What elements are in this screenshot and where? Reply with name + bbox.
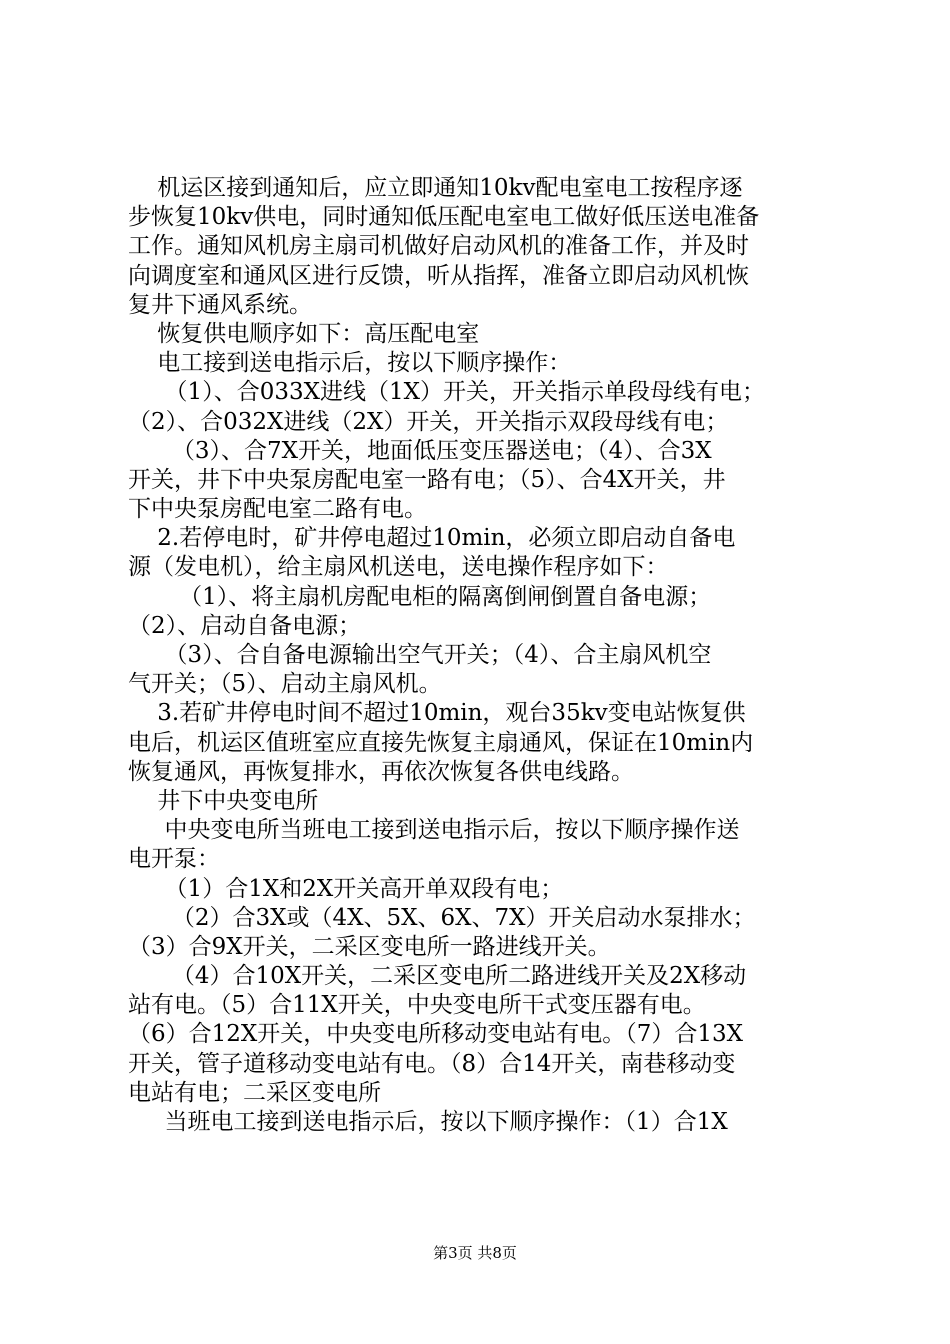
text-line: （2）、启动自备电源；: [128, 612, 362, 639]
text-line: 复井下通风系统。: [128, 291, 312, 318]
text-line: 恢复供电顺序如下：高压配电室: [128, 320, 480, 347]
text-line: 开关，井下中央泵房配电室一路有电；（5）、合4X开关，井: [128, 466, 726, 493]
text-line: 电开泵：: [128, 846, 220, 873]
text-line: 中央变电所当班电工接到送电指示后，按以下顺序操作送: [128, 817, 740, 844]
text-line: 3.若矿井停电时间不超过10min，观台35kv变电站恢复供: [128, 700, 746, 727]
text-line: （1）、将主扇机房配电柜的隔离倒闸倒置自备电源；: [128, 583, 712, 610]
text-line: 下中央泵房配电室二路有电。: [128, 496, 427, 523]
text-line: 2.若停电时，矿井停电超过10min，必须立即启动自备电: [128, 525, 736, 552]
text-line: 站有电。（5）合11X开关，中央变电所干式变压器有电。: [128, 992, 706, 1019]
text-line: （2）、合032X进线（2X）开关，开关指示双段母线有电；: [128, 408, 729, 435]
text-line: 电后，机运区值班室应直接先恢复主扇通风，保证在10min内: [128, 729, 754, 756]
text-line: （1）、合033X进线（1X）开关，开关指示单段母线有电；: [128, 379, 765, 406]
document-body: [128, 174, 836, 1137]
text-line: （1）合1X和2X开关高开单双段有电；: [128, 875, 564, 902]
text-line: （2）合3X或（4X、5X、6X、7X）开关启动水泵排水；: [128, 904, 756, 931]
text-line: （3）合9X开关，二采区变电所一路进线开关。: [128, 933, 611, 960]
text-line: （3）、合自备电源输出空气开关；（4）、合主扇风机空: [128, 642, 712, 668]
text-line: 源（发电机），给主扇风机送电，送电操作程序如下：: [128, 554, 669, 581]
text-line: 电工接到送电指示后，按以下顺序操作：: [128, 350, 572, 377]
text-line: 电站有电；二采区变电所: [128, 1079, 381, 1106]
text-line: （6）合12X开关，中央变电所移动变电站有电。（7）合13X: [128, 1021, 744, 1048]
page-number-footer: 第3页 共8页: [433, 1244, 517, 1262]
text-line: 步恢复10kv供电，同时通知低压配电室电工做好低压送电准备: [128, 204, 760, 231]
text-line: 气开关；（5）、启动主扇风机。: [128, 671, 442, 698]
text-line: 恢复通风，再恢复排水，再依次恢复各供电线路。: [128, 758, 634, 785]
text-line: 机运区接到通知后，应立即通知10kv配电室电工按程序逐: [128, 175, 743, 201]
text-line: 工作。通知风机房主扇司机做好启动风机的准备工作，并及时: [128, 233, 749, 260]
text-line: 井下中央变电所: [128, 787, 319, 814]
text-line: （3）、合7X开关，地面低压变压器送电；（4）、合3X: [128, 437, 712, 464]
text-line: 向调度室和通风区进行反馈，听从指挥，准备立即启动风机恢: [128, 262, 749, 289]
text-line: 当班电工接到送电指示后，按以下顺序操作：（1）合1X: [128, 1109, 728, 1135]
text-line: 开关，管子道移动变电站有电。（8）合14开关，南巷移动变: [128, 1050, 736, 1077]
text-line: （4）合10X开关，二采区变电所二路进线开关及2X移动: [128, 963, 747, 990]
